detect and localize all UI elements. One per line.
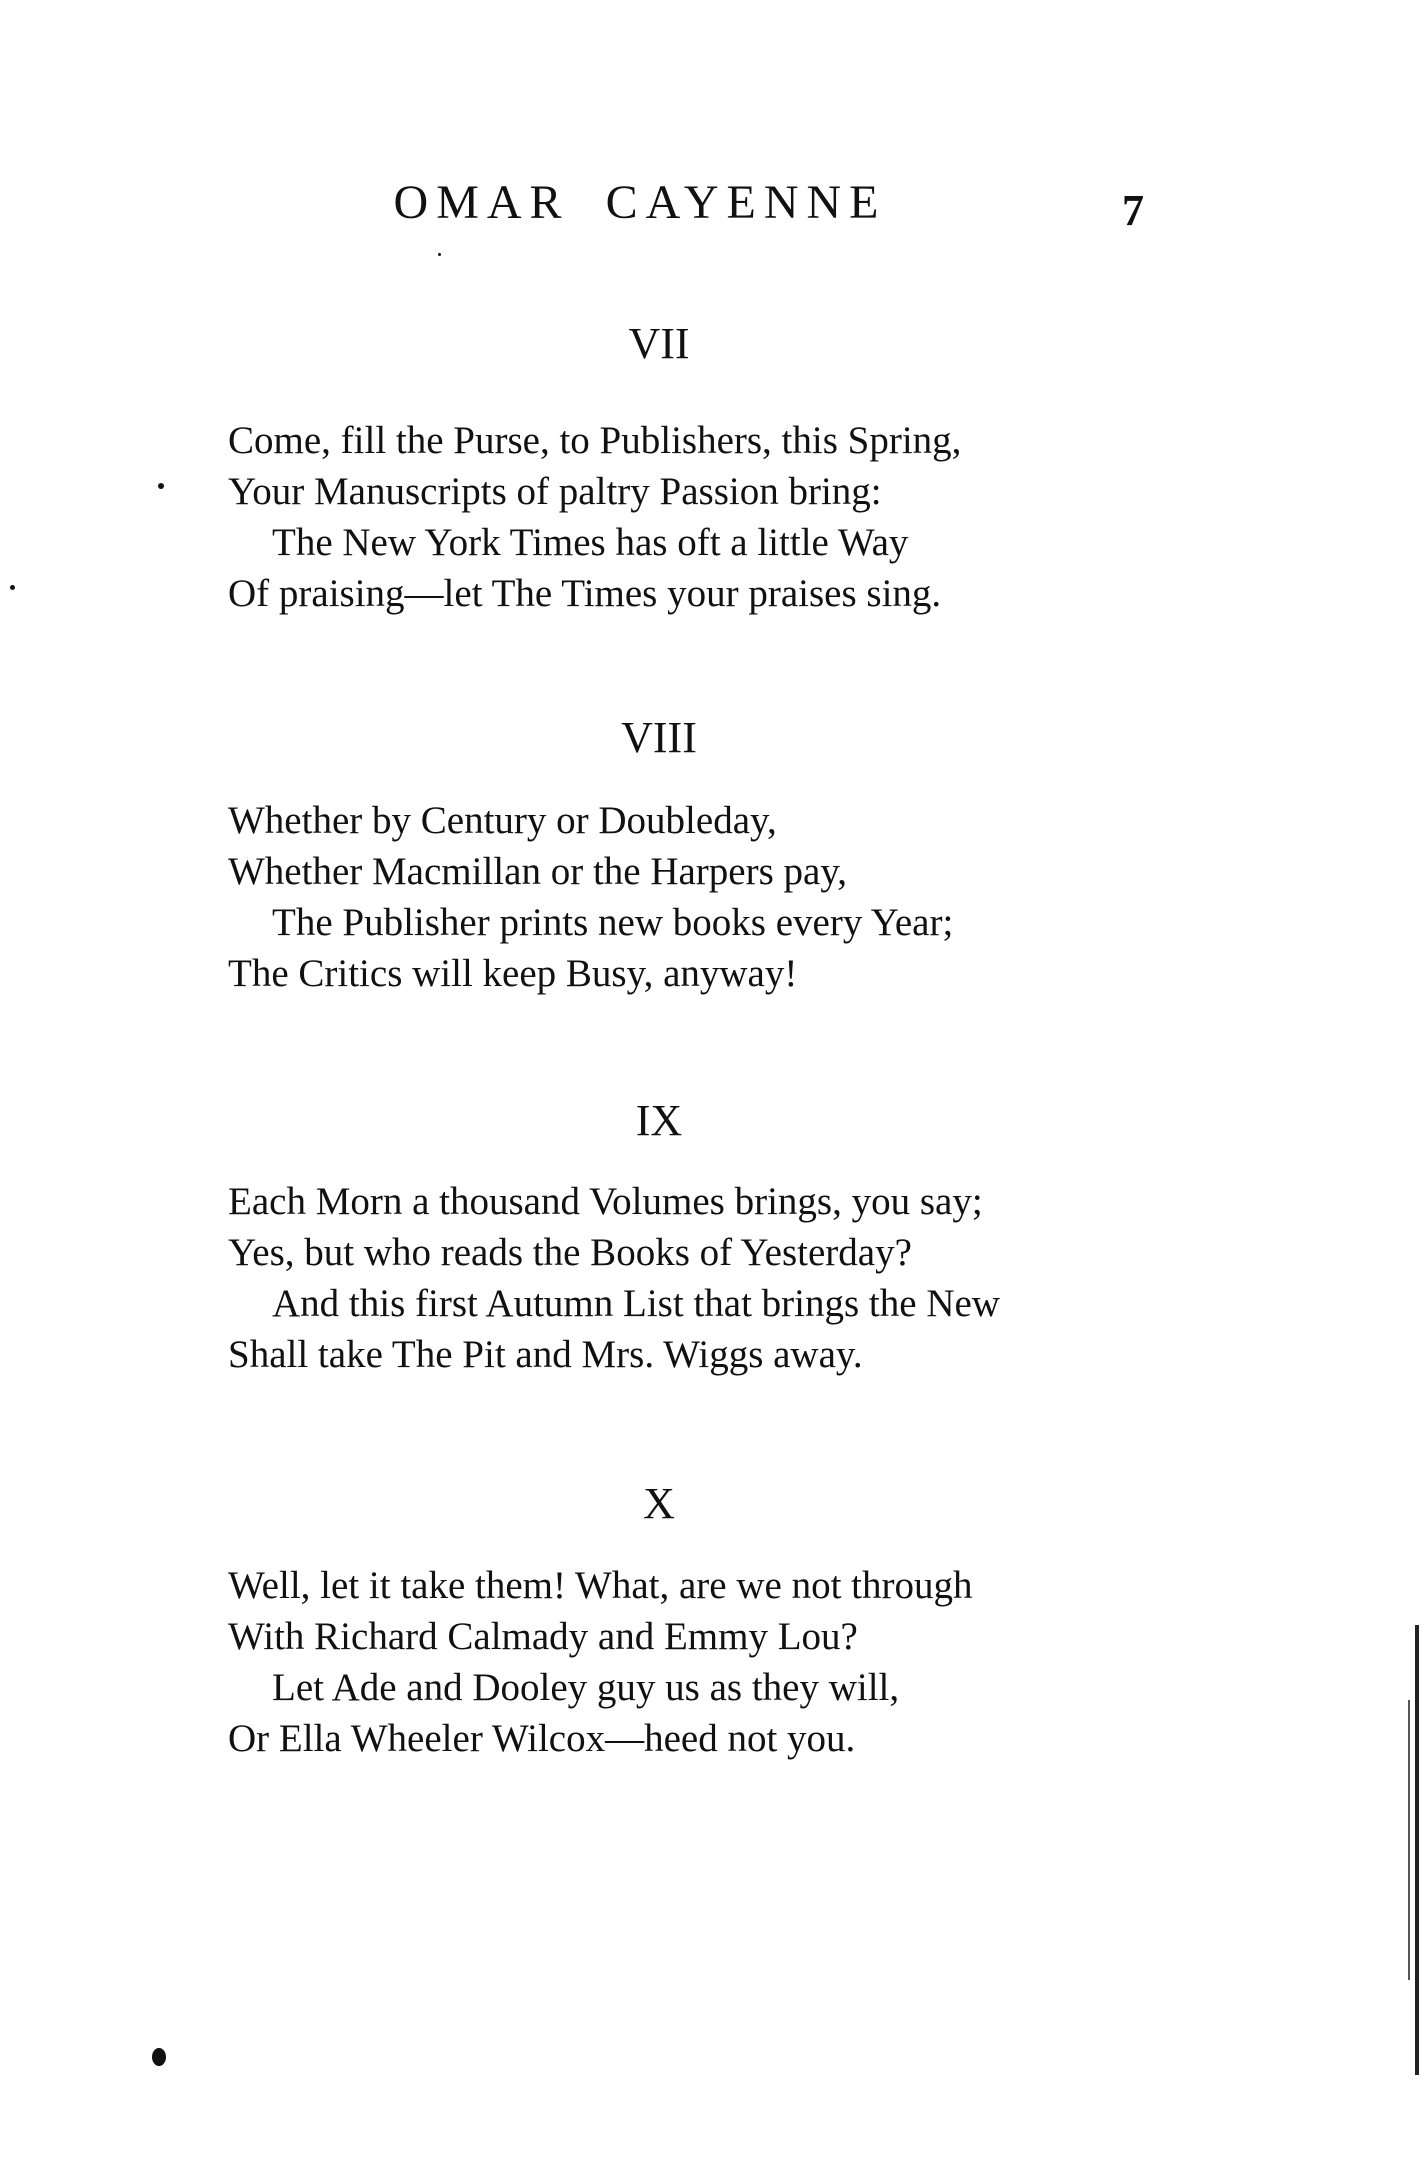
page-edge-mark (1408, 1700, 1410, 1980)
running-head-word-cayenne: CAYENNE (605, 176, 887, 229)
ink-speck (438, 253, 441, 256)
stanza-x (228, 1560, 1248, 1764)
verse-line: Yes, but who reads the Books of Yesterday? (228, 1231, 912, 1274)
verse-line: Well, let it take them! What, are we not through (228, 1564, 973, 1607)
verse-line-indented: And this first Autumn List that brings the New (272, 1282, 1000, 1325)
ink-speck (152, 2048, 166, 2066)
stanza-number-vii: VII (628, 319, 690, 368)
running-head-word-omar: OMAR (393, 176, 570, 229)
stanza-ix (228, 1176, 1248, 1380)
stanza-number-viii: VIII (621, 713, 697, 762)
verse-line: Whether Macmillan or the Harpers pay, (228, 850, 848, 893)
verse-line: Your Manuscripts of paltry Passion bring: (228, 470, 882, 513)
verse-line: Of praising—let The Times your praises sing. (228, 572, 942, 615)
verse-line-indented: The New York Times has oft a little Way (272, 521, 909, 564)
page-edge-mark (1415, 1625, 1419, 2075)
verse-line: Each Morn a thousand Volumes brings, you say; (228, 1180, 983, 1223)
verse-line: Come, fill the Purse, to Publishers, this Spring, (228, 419, 962, 462)
verse-line: Shall take The Pit and Mrs. Wiggs away. (228, 1333, 863, 1376)
verse-line: Whether by Century or Doubleday, (228, 799, 777, 842)
ink-speck (10, 585, 15, 590)
stanza-viii (228, 795, 1248, 999)
running-head (0, 175, 1280, 230)
verse-line-indented: Let Ade and Dooley guy us as they will, (272, 1666, 900, 1709)
stanza-vii (228, 415, 1248, 619)
verse-line: Or Ella Wheeler Wilcox—heed not you. (228, 1717, 856, 1760)
page-number: 7 (1122, 186, 1144, 235)
verse-line-indented: The Publisher prints new books every Year; (272, 901, 954, 944)
stanza-number-x: X (643, 1479, 675, 1528)
verse-line: With Richard Calmady and Emmy Lou? (228, 1615, 858, 1658)
ink-speck (158, 483, 164, 489)
stanza-number-ix: IX (635, 1096, 683, 1145)
verse-line: The Critics will keep Busy, anyway! (228, 952, 798, 995)
